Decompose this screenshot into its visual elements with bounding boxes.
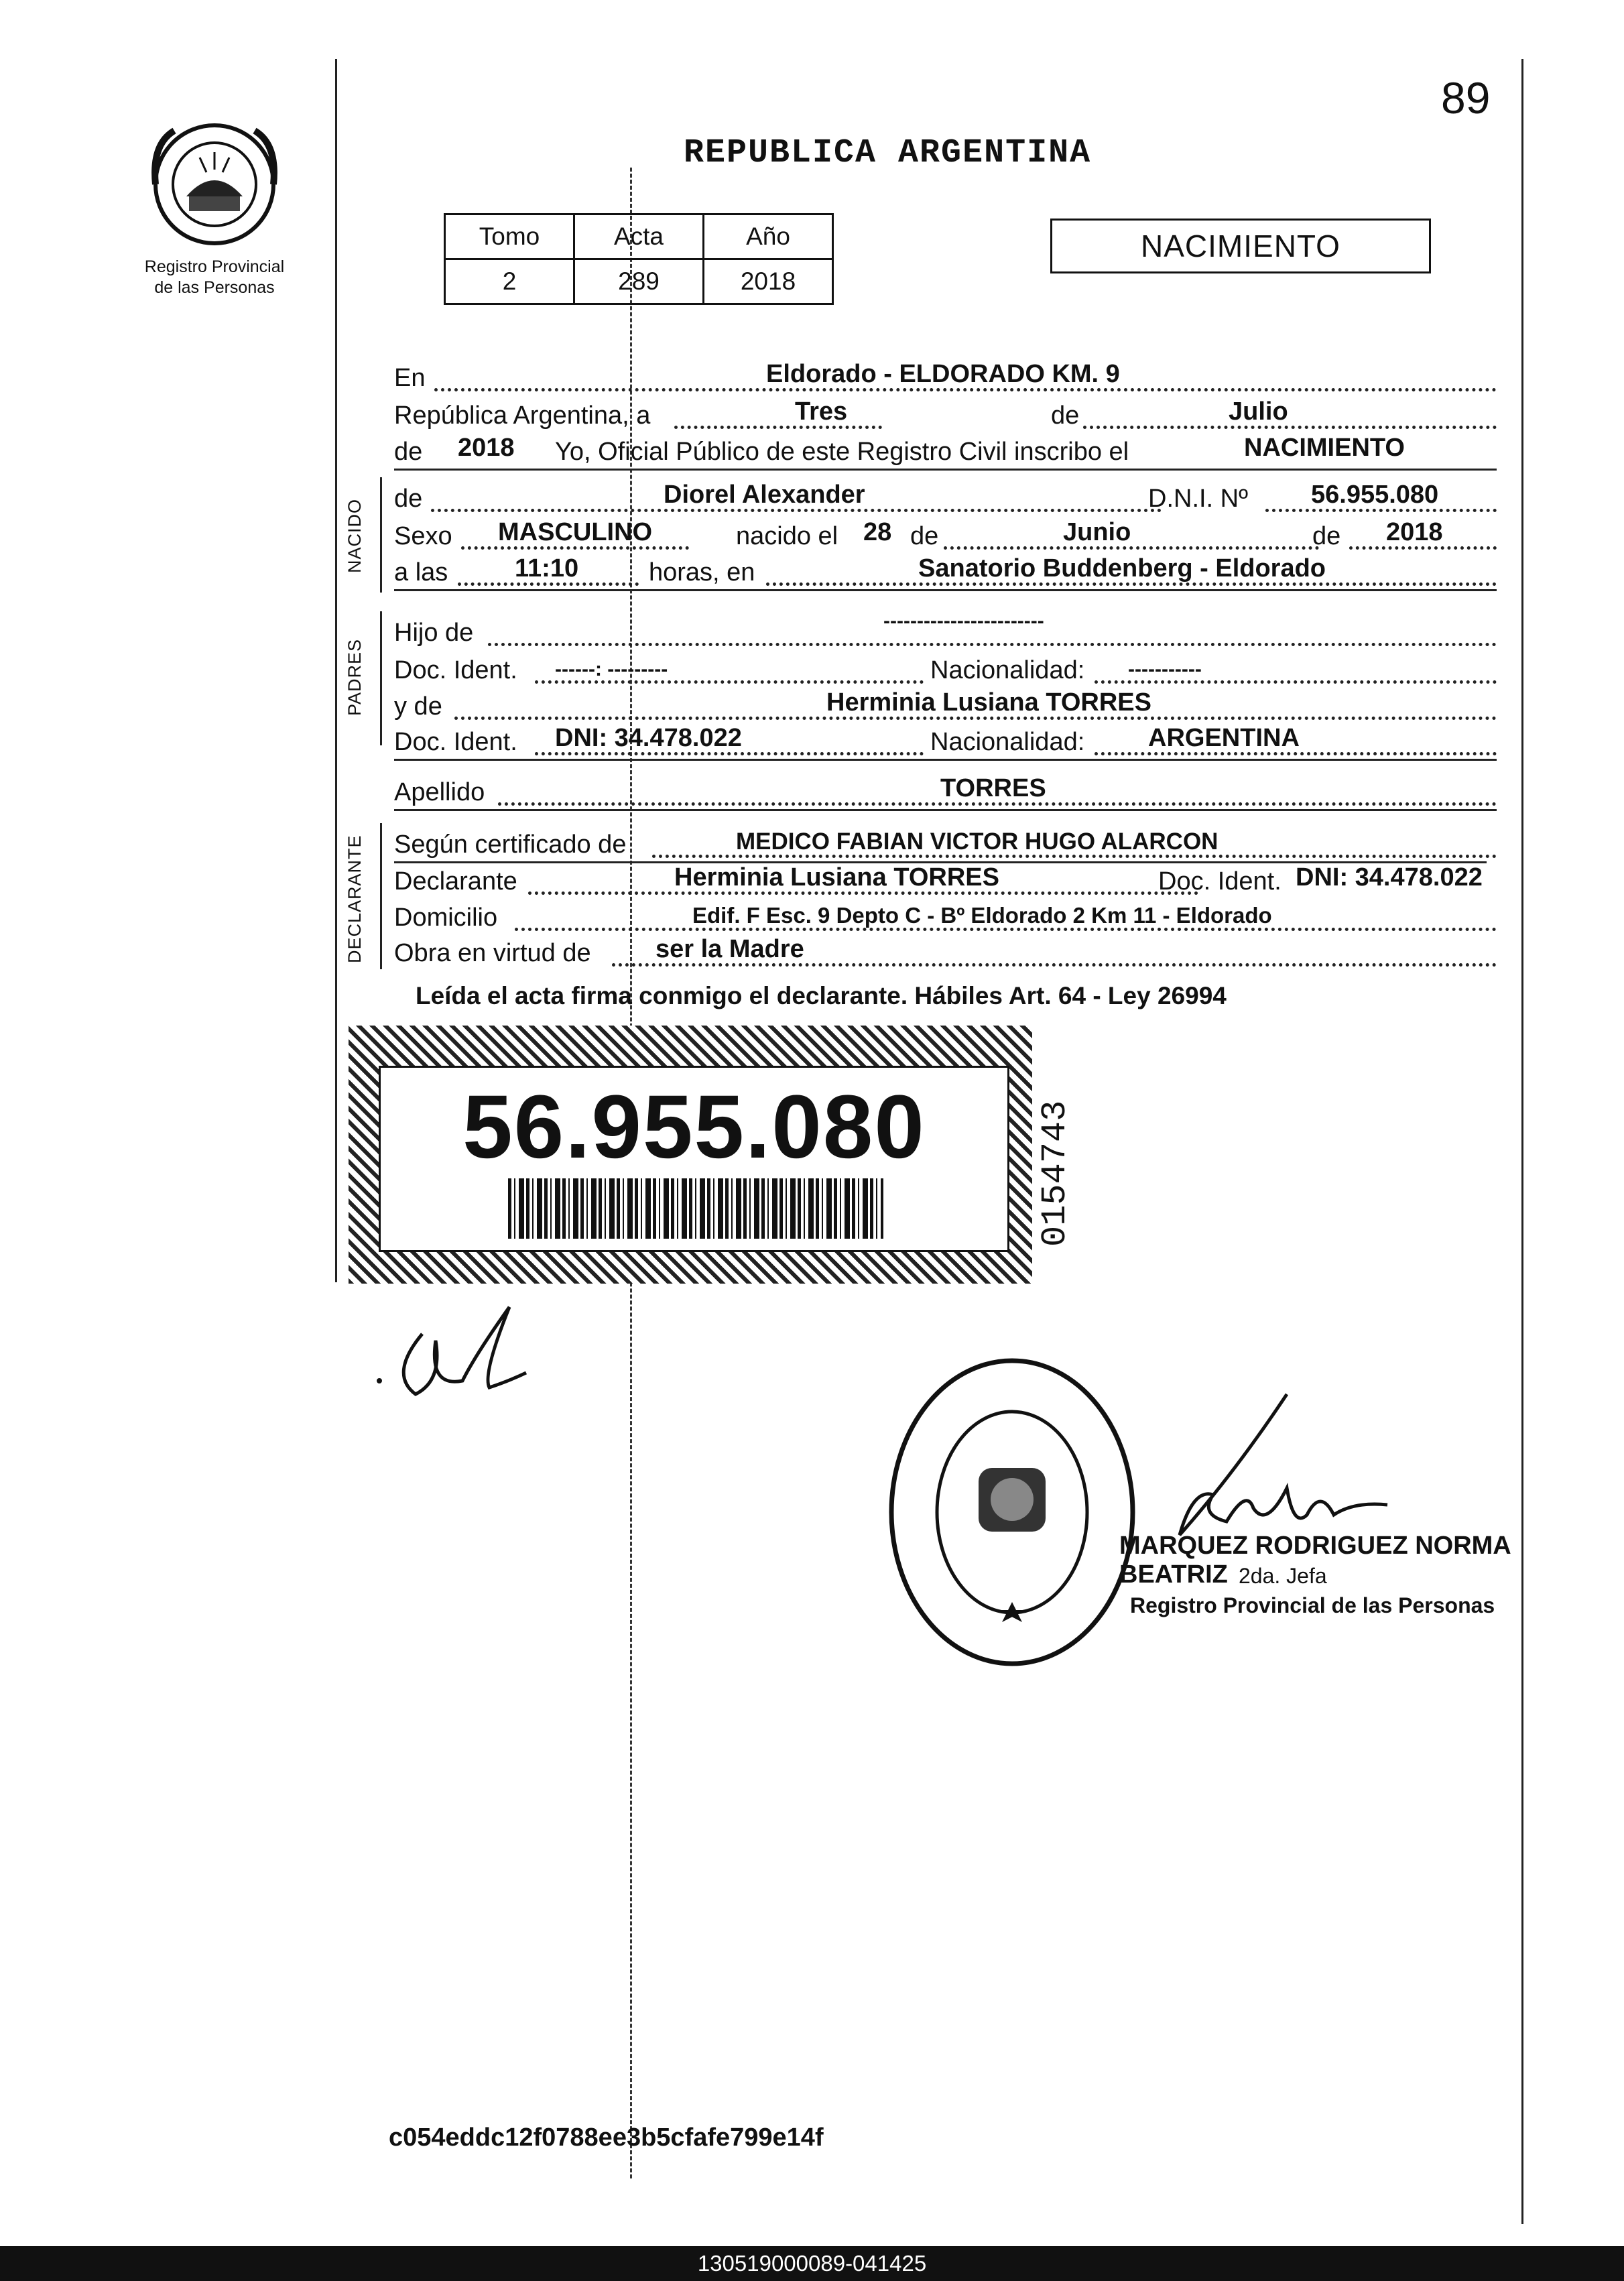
declarant-signature-icon	[375, 1294, 536, 1408]
form-row-place	[394, 357, 1497, 397]
field-label: Doc. Ident.	[394, 728, 517, 756]
dni-sticker-panel	[379, 1066, 1009, 1252]
field-label: Domicilio	[394, 904, 498, 932]
field-label: Doc. Ident.	[394, 656, 517, 684]
field-label: de	[394, 438, 423, 466]
dotted-line	[674, 426, 882, 429]
form-row-declarant	[394, 860, 1497, 900]
declarant-doc-value: DNI: 34.478.022	[1296, 863, 1483, 891]
barcode-icon	[508, 1178, 883, 1239]
field-label: Nacionalidad:	[930, 728, 1085, 756]
field-label: Apellido	[394, 778, 485, 806]
registry-caption: Registro Provincial de las Personas	[144, 257, 285, 297]
official-signature-icon	[1153, 1388, 1394, 1548]
declarant-name-value: Herminia Lusiana TORRES	[674, 863, 999, 891]
table-cell: 2	[445, 259, 574, 304]
field-label: Doc. Ident.	[1158, 867, 1282, 896]
surname-value: TORRES	[940, 774, 1046, 802]
sex-value: MASCULINO	[498, 518, 653, 546]
field-label: Yo, Oficial Público de este Registro Civil inscribo el	[555, 438, 1129, 466]
field-label: En	[394, 364, 426, 392]
field-label: de	[910, 522, 939, 550]
year-value: 2018	[458, 434, 515, 462]
form-row-certificate	[394, 823, 1497, 863]
signatory-name: MARQUEZ RODRIGUEZ NORMA BEATRIZ	[1119, 1532, 1511, 1589]
page-number: 89	[1441, 73, 1491, 123]
table-header: Acta	[574, 214, 704, 259]
field-label: Nacionalidad:	[930, 656, 1085, 684]
certificate-value: MEDICO FABIAN VICTOR HUGO ALARCON	[736, 828, 1219, 855]
day-value: Tres	[795, 397, 848, 426]
form-row-address	[394, 896, 1497, 936]
left-margin-rule	[335, 59, 337, 1282]
section-bracket	[380, 611, 382, 745]
mother-name-value: Herminia Lusiana TORRES	[826, 688, 1151, 717]
section-bracket	[380, 477, 382, 593]
inscription-type-value: NACIMIENTO	[1244, 434, 1405, 462]
country-title: REPUBLICA ARGENTINA	[684, 134, 1092, 172]
birth-month-value: Junio	[1063, 518, 1131, 546]
province-seal-icon	[147, 117, 282, 251]
form-row-reason	[394, 932, 1497, 972]
field-label: Declarante	[394, 867, 517, 896]
signatory-title: 2da. Jefa	[1239, 1564, 1327, 1588]
field-label: Hijo de	[394, 619, 474, 647]
field-label: de	[1312, 522, 1341, 550]
underline	[394, 759, 1497, 761]
section-label-declarante: DECLARANTE	[345, 835, 365, 963]
section-bracket	[380, 823, 382, 969]
birth-day-value: 28	[863, 518, 892, 546]
table-header: Año	[704, 214, 833, 259]
field-label: Sexo	[394, 522, 452, 550]
form-row-surname	[394, 771, 1497, 811]
dni-number: 56.955.080	[462, 1077, 926, 1177]
table-header: Tomo	[445, 214, 574, 259]
dni-sticker	[349, 1026, 1032, 1284]
form-row-father	[394, 611, 1497, 652]
field-label: nacido el	[736, 522, 838, 550]
right-margin-rule	[1521, 59, 1523, 2224]
field-label: Según certificado de	[394, 830, 627, 859]
section-label-nacido: NACIDO	[345, 498, 365, 573]
dotted-line	[1083, 426, 1497, 429]
field-label: de	[394, 485, 423, 513]
signatory-office: Registro Provincial de las Personas	[1130, 1593, 1495, 1617]
section-label-padres: PADRES	[345, 638, 365, 716]
address-value: Edif. F Esc. 9 Depto C - Bº Eldorado 2 Km 11 - Eldorado	[692, 903, 1272, 928]
field-label: República Argentina, a	[394, 402, 651, 430]
reading-note: Leída el acta firma conmigo el declarante. Hábiles Art. 64 - Ley 26994	[416, 982, 1227, 1009]
official-stamp-icon	[885, 1354, 1139, 1672]
child-dni-value: 56.955.080	[1311, 481, 1439, 509]
place-value: Eldorado - ELDORADO KM. 9	[766, 360, 1120, 388]
form-row-sex	[394, 515, 1497, 555]
form-row-name	[394, 477, 1497, 517]
field-label: horas, en	[649, 558, 755, 587]
form-row-mother	[394, 685, 1497, 725]
form-row-time	[394, 551, 1497, 591]
form-row-mother-doc	[394, 721, 1497, 761]
birth-year-value: 2018	[1386, 518, 1443, 546]
province-logo	[137, 117, 292, 298]
father-nationality-value: -----------	[1128, 658, 1202, 680]
footer-code: 130519000089-041425	[0, 2246, 1624, 2281]
month-value: Julio	[1229, 397, 1288, 426]
birth-time-value: 11:10	[515, 554, 579, 582]
registry-table	[444, 213, 834, 305]
form-row-father-doc	[394, 649, 1497, 689]
form-row-date	[394, 394, 1497, 434]
birth-place-value: Sanatorio Buddenberg - Eldorado	[918, 554, 1326, 582]
mother-nationality-value: ARGENTINA	[1148, 724, 1300, 752]
table-cell: 289	[574, 259, 704, 304]
act-type-box: NACIMIENTO	[1050, 219, 1431, 273]
underline	[394, 589, 1497, 591]
form-row-inscription	[394, 430, 1497, 471]
sticker-serial: 0154743	[1036, 1100, 1075, 1247]
field-label: D.N.I. Nº	[1148, 485, 1248, 513]
father-name-value: ------------------------	[883, 610, 1044, 632]
table-cell: 2018	[704, 259, 833, 304]
underline	[394, 469, 1497, 471]
underline	[394, 809, 1497, 811]
child-name-value: Diorel Alexander	[664, 481, 865, 509]
dotted-line	[944, 546, 1319, 550]
father-doc-value: ------: ---------	[555, 658, 668, 680]
field-label: de	[1051, 402, 1080, 430]
document-hash: c054eddc12f0788ee3b5cfafe799e14f	[389, 2123, 824, 2152]
field-label: Obra en virtud de	[394, 939, 591, 967]
dotted-line	[488, 643, 1497, 646]
field-label: a las	[394, 558, 448, 587]
field-label: y de	[394, 692, 442, 721]
reason-value: ser la Madre	[655, 935, 804, 963]
mother-doc-value: DNI: 34.478.022	[555, 724, 742, 752]
